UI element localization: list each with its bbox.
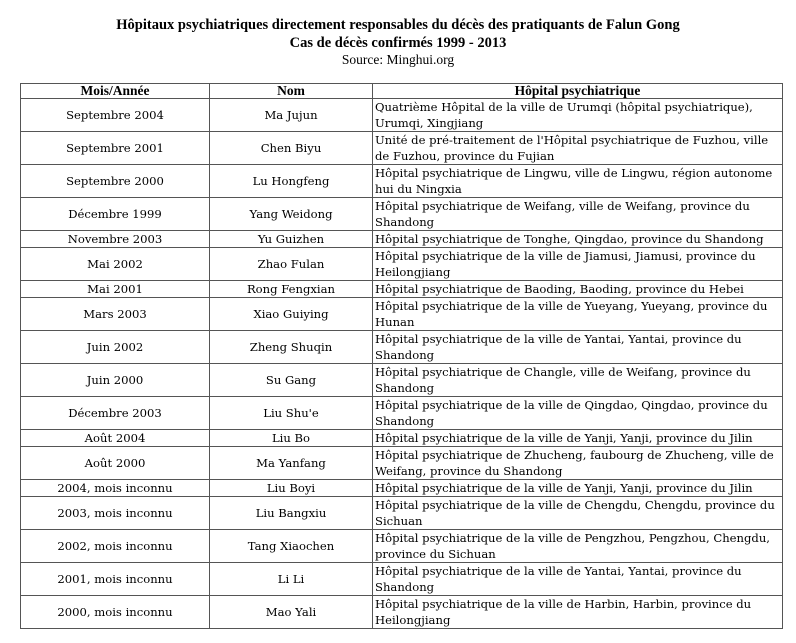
table-row — [21, 331, 783, 364]
cell-hospital: Hôpital psychiatrique de la ville de Pengzhou, Pengzhou, Chengdu, province du Sichuan — [373, 530, 783, 563]
title-line-2: Cas de décès confirmés 1999 - 2013 — [289, 35, 507, 51]
table-row — [21, 596, 783, 629]
table-row — [21, 530, 783, 563]
cell-date: 2002, mois inconnu — [21, 530, 210, 563]
cell-hospital: Hôpital psychiatrique de Tonghe, Qingdao, province du Shandong — [373, 231, 783, 248]
cell-hospital: Hôpital psychiatrique de Weifang, ville de Weifang, province du Shandong — [373, 198, 783, 231]
source-line: Source: Minghui.org — [341, 52, 455, 67]
table-row — [21, 132, 783, 165]
cell-hospital: Hôpital psychiatrique de Baoding, Baoding, province du Hebei — [373, 281, 783, 298]
deaths-table — [20, 83, 783, 629]
cell-name: Liu Bangxiu — [210, 497, 373, 530]
cell-date: Novembre 2003 — [21, 231, 210, 248]
cell-hospital: Hôpital psychiatrique de la ville de Chengdu, Chengdu, province du Sichuan — [373, 497, 783, 530]
cell-hospital: Unité de pré-traitement de l'Hôpital psychiatrique de Fuzhou, ville de Fuzhou, province du Fujian — [373, 132, 783, 165]
table-row — [21, 165, 783, 198]
cell-name: Su Gang — [210, 364, 373, 397]
cell-name: Zhao Fulan — [210, 248, 373, 281]
header-date: Mois/Année — [21, 84, 210, 99]
cell-hospital: Quatrième Hôpital de la ville de Urumqi (hôpital psychiatrique), Urumqi, Xingjiang — [373, 99, 783, 132]
cell-hospital: Hôpital psychiatrique de Changle, ville de Weifang, province du Shandong — [373, 364, 783, 397]
cell-name: Tang Xiaochen — [210, 530, 373, 563]
cell-name: Chen Biyu — [210, 132, 373, 165]
header-hospital: Hôpital psychiatrique — [373, 84, 783, 99]
cell-name: Yang Weidong — [210, 198, 373, 231]
document-header — [0, 16, 796, 68]
cell-name: Ma Jujun — [210, 99, 373, 132]
cell-name: Li Li — [210, 563, 373, 596]
cell-name: Liu Shu'e — [210, 397, 373, 430]
cell-name: Liu Boyi — [210, 480, 373, 497]
title-line-1: Hôpitaux psychiatriques directement responsables du décès des pratiquants de Falun Gong — [116, 17, 680, 33]
table-row — [21, 497, 783, 530]
cell-date: 2003, mois inconnu — [21, 497, 210, 530]
cell-name: Zheng Shuqin — [210, 331, 373, 364]
cell-name: Ma Yanfang — [210, 447, 373, 480]
cell-date: 2000, mois inconnu — [21, 596, 210, 629]
cell-date: Septembre 2001 — [21, 132, 210, 165]
table-row — [21, 298, 783, 331]
cell-name: Rong Fengxian — [210, 281, 373, 298]
cell-hospital: Hôpital psychiatrique de la ville de Harbin, Harbin, province du Heilongjiang — [373, 596, 783, 629]
table-row — [21, 397, 783, 430]
table-row — [21, 430, 783, 447]
cell-date: Décembre 2003 — [21, 397, 210, 430]
cell-date: Décembre 1999 — [21, 198, 210, 231]
cell-name: Lu Hongfeng — [210, 165, 373, 198]
cell-date: Août 2000 — [21, 447, 210, 480]
table-row — [21, 563, 783, 596]
cell-hospital: Hôpital psychiatrique de la ville de Jiamusi, Jiamusi, province du Heilongjiang — [373, 248, 783, 281]
cell-hospital: Hôpital psychiatrique de Zhucheng, faubourg de Zhucheng, ville de Weifang, province du Shandong — [373, 447, 783, 480]
cell-name: Yu Guizhen — [210, 231, 373, 248]
cell-date: Juin 2000 — [21, 364, 210, 397]
cell-hospital: Hôpital psychiatrique de la ville de Yanji, Yanji, province du Jilin — [373, 480, 783, 497]
table-row — [21, 281, 783, 298]
cell-date: Juin 2002 — [21, 331, 210, 364]
cell-date: Mai 2001 — [21, 281, 210, 298]
cell-hospital: Hôpital psychiatrique de Lingwu, ville de Lingwu, région autonome hui du Ningxia — [373, 165, 783, 198]
table-header-row — [21, 84, 783, 99]
cell-name: Liu Bo — [210, 430, 373, 447]
table-row — [21, 231, 783, 248]
table-row — [21, 99, 783, 132]
table-row — [21, 364, 783, 397]
cell-hospital: Hôpital psychiatrique de la ville de Qingdao, Qingdao, province du Shandong — [373, 397, 783, 430]
cell-hospital: Hôpital psychiatrique de la ville de Yanji, Yanji, province du Jilin — [373, 430, 783, 447]
cell-date: 2004, mois inconnu — [21, 480, 210, 497]
table-row — [21, 480, 783, 497]
cell-hospital: Hôpital psychiatrique de la ville de Yueyang, Yueyang, province du Hunan — [373, 298, 783, 331]
cell-date: Septembre 2004 — [21, 99, 210, 132]
table-row — [21, 248, 783, 281]
table-row — [21, 447, 783, 480]
cell-date: Août 2004 — [21, 430, 210, 447]
cell-date: Mars 2003 — [21, 298, 210, 331]
cell-name: Mao Yali — [210, 596, 373, 629]
cell-date: Septembre 2000 — [21, 165, 210, 198]
cell-name: Xiao Guiying — [210, 298, 373, 331]
cell-hospital: Hôpital psychiatrique de la ville de Yantai, Yantai, province du Shandong — [373, 331, 783, 364]
cell-date: 2001, mois inconnu — [21, 563, 210, 596]
table-row — [21, 198, 783, 231]
header-name: Nom — [210, 84, 373, 99]
cell-hospital: Hôpital psychiatrique de la ville de Yantai, Yantai, province du Shandong — [373, 563, 783, 596]
cell-date: Mai 2002 — [21, 248, 210, 281]
